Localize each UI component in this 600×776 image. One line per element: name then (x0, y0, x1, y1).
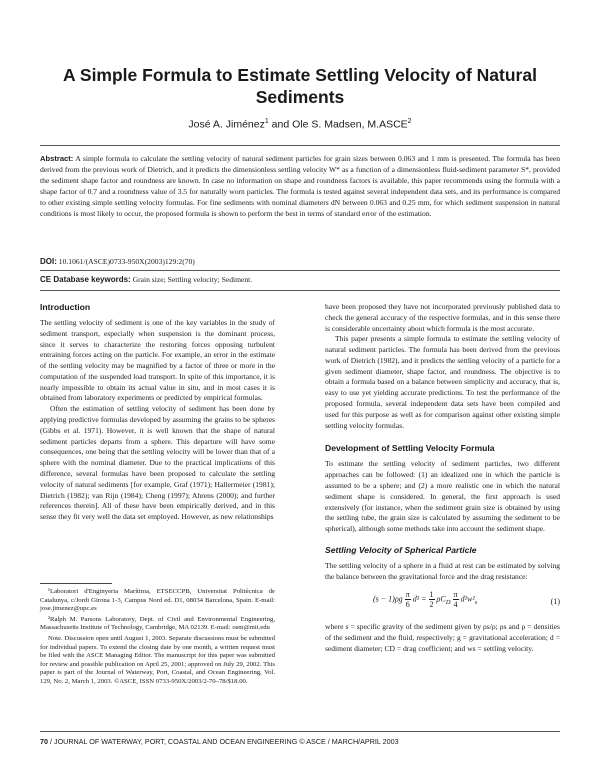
paper-title: A Simple Formula to Estimate Settling Velocity of Natural Sediments (63, 65, 537, 107)
right-column (325, 302, 560, 655)
spherical-paragraph-1: The settling velocity of a sphere in a fluid at rest can be estimated by solving the balance between the gravitational force and the drag resistance: (325, 560, 560, 581)
eq-frac-pi4-num: π (453, 590, 458, 600)
equation-number: (1) (550, 597, 560, 607)
footnotes-block (40, 588, 275, 689)
intro-paragraph-4: This paper presents a simple formula to estimate the settling velocity of natural sediment particles. The formula has been derived from the previous work of Dietrich (1982), and it predicts the settling velocity of a particle for a given sediment diameter, shape factor, and roundness. The objective is to obtain a formula based on a balance between simplicity and accuracy, that is, easy to use yet yielding accurate predictions. To test the performance of the proposed formula, several independent data sets have been compiled and used for this purpose as well as for comparison against other existing simple settling velocity formulas. (325, 334, 560, 430)
development-heading: Development of Settling Velocity Formula (325, 443, 495, 454)
abstract-text: A simple formula to calculate the settling velocity of natural sediment particles for grain sizes between 0.063 and 1 mm is presented. The formula has been derived from the previous work of Dietrich, and it predicts the dimensionless settling velocity W* as a function of a dimensionless fluid-sediment parameter S*, provided the sediment shape factor and roundness are known. In case no information on shape and roundness factors is available, this paper recommends using the formula with a shape factor of 0.7 and a roundness value of 3.5 for naturally worn particles. The formula is tested against several independent data sets, and its performance is compared to other existing simple settling velocity formulas. For fine sediments with nominal diameters dN between 0.063 and 0.25 mm, for which sediment suspension in natural conditions is most likely to occur, the proposed formula is shown to perform the best in terms of standard error of the estimation. (40, 154, 560, 218)
eq-right-term: d²w² (460, 594, 475, 604)
eq-frac-pi-num: π (405, 590, 410, 600)
footnote-rule (40, 583, 112, 584)
left-column (40, 302, 275, 523)
author-2: Ole S. Madsen, M.ASCE (292, 118, 408, 131)
eq-right-subscript: s (474, 599, 478, 607)
author-1-affiliation-mark: 1 (264, 118, 269, 125)
author-1: José A. Jiménez (188, 118, 265, 131)
equation-1-body (373, 590, 477, 609)
eq-drag-term: ρC (436, 594, 446, 604)
eq-frac-2-den: 2 (429, 600, 434, 610)
page-footer (40, 737, 560, 746)
eq-mid-term: d³ = (412, 594, 427, 604)
eq-left-term: (s − 1)ρg (373, 594, 403, 604)
journal-footer-text: / JOURNAL OF WATERWAY, PORT, COASTAL AND OCEAN ENGINEERING © ASCE / MARCH/APRIL 2003 (48, 737, 399, 746)
author-line (40, 118, 560, 131)
intro-paragraph-3: have been proposed they have not incorporated previously published data to check the general accuracy of the respective formulas, and in this sense there is considerable uncertainty about which formula is the most accurate. (325, 302, 560, 333)
eq-fraction-1-2 (429, 590, 435, 609)
keywords-label: CE Database keywords: (40, 275, 131, 284)
author-conjunction: and (268, 118, 293, 131)
doi-value: 10.1061/(ASCE)0733-950X(2003)129:2(70) (58, 257, 195, 266)
eq-frac-6-den: 6 (405, 600, 410, 610)
doi-rule (40, 270, 560, 271)
intro-paragraph-1: The settling velocity of sediment is one of the key variables in the study of sediment transport, especially when suspension is the dominant process, since it serves to characterize the restoring forces opposing turbulent entraining forces acting on the particle. For example, an error in the estimate of the settling velocity may be magnified by a factor of three or more in the computation of the suspended load transport. In spite of this importance, it is nearly impossible to obtain its actual value in situ, and in most cases it is obtained from laboratory experiments or predicted by empirical formulas. (40, 318, 275, 403)
footnote-note: Note. Discussion open until August 1, 2003. Separate discussions must be submitted for individual papers. To extend the closing date by one month, a written request must be filed with the ASCE Managing Editor. The manuscript for this paper was submitted for review and possible publication on April 25, 2001; approved on July 29, 2002. This paper is part of the Journal of Waterway, Port, Coastal, and Ocean Engineering, Vol. 129, No. 2, March 1, 2003. ©ASCE, ISSN 0733-950X/2003/2-70–78/$18.00. (40, 634, 275, 685)
page-number: 70 (40, 737, 48, 746)
eq-drag-subscript: D (445, 599, 451, 607)
keywords-rule (40, 290, 560, 291)
intro-paragraph-2: Often the estimation of settling velocity of sediment has been done by applying predictive formulas developed by assuming the grains to be spheres (Gibbs et al. 1971). However, it is well known that the shape of natural sediment particles departs from a sphere. This departure will have some consequences, one being that the settling velocity will be lower than that of a sphere with the nominal diameter. Due to the practical implications of this difference, several formulas have been proposed to calculate the settling velocity of natural sediments [for example, Graf (1971); Hallermeier (1981); Dietrich (1982); van Rijn (1984); Cheng (1997); Ahrens (2000); and further references therein]. All of these have been empirically derived, and in this sense they fit very well the data set employed. However, as new relationships (40, 404, 275, 522)
eq-frac-1-num: 1 (429, 590, 434, 600)
eq-frac-4-den: 4 (453, 600, 458, 610)
footnote-1: ¹Laboratori d'Enginyeria Marítima, ETSECCPB, Universitat Politècnica de Catalunya, c/Jordi Girona 1-3, Campus Nord ed. D1, 08034 Barcelona, Spain. E-mail: jose.jimenez@upc.es (40, 588, 275, 613)
equation-1 (325, 589, 560, 615)
author-2-affiliation-mark: 2 (407, 118, 412, 125)
spherical-heading: Settling Velocity of Spherical Particle (325, 544, 477, 555)
abstract-block (40, 154, 560, 219)
doi-line (40, 257, 560, 266)
eq-fraction-pi-6 (405, 590, 411, 609)
keywords-line (40, 275, 560, 284)
development-paragraph-1: To estimate the settling velocity of sediment particles, two different approaches can be followed: (1) an idealized one in which the particle is assumed to be a sphere; and (2) a more realistic one in which the natural sediment shape is considered. In general, the first approach is used extensively (for instance, when the sediment grain size is obtained by using the settling tube, the grain size is calculated by assuming the sediment to be spherical), although some methods take into account the sediment shape. (325, 459, 560, 534)
introduction-heading: Introduction (40, 302, 91, 312)
keywords-value: Grain size; Settling velocity; Sediment. (132, 275, 253, 284)
doi-label: DOI: (40, 257, 57, 266)
spherical-paragraph-2: where s = specific gravity of the sediment given by ρs/ρ; ρs and ρ = densities of the sediment and the fluid, respectively; g = gravitational acceleration; d = sediment diameter; CD = drag coefficient; and ws = settling velocity. (325, 622, 560, 653)
header-rule (40, 145, 560, 146)
footnote-2: ²Ralph M. Parsons Laboratory, Dept. of Civil and Environmental Engineering, Massachusetts Institute of Technology, Cambridge, MA 02139. E-mail: osm@mit.edu (40, 615, 275, 632)
footer-rule (40, 731, 560, 732)
eq-fraction-pi-4 (453, 590, 459, 609)
abstract-label: Abstract: (40, 154, 74, 163)
